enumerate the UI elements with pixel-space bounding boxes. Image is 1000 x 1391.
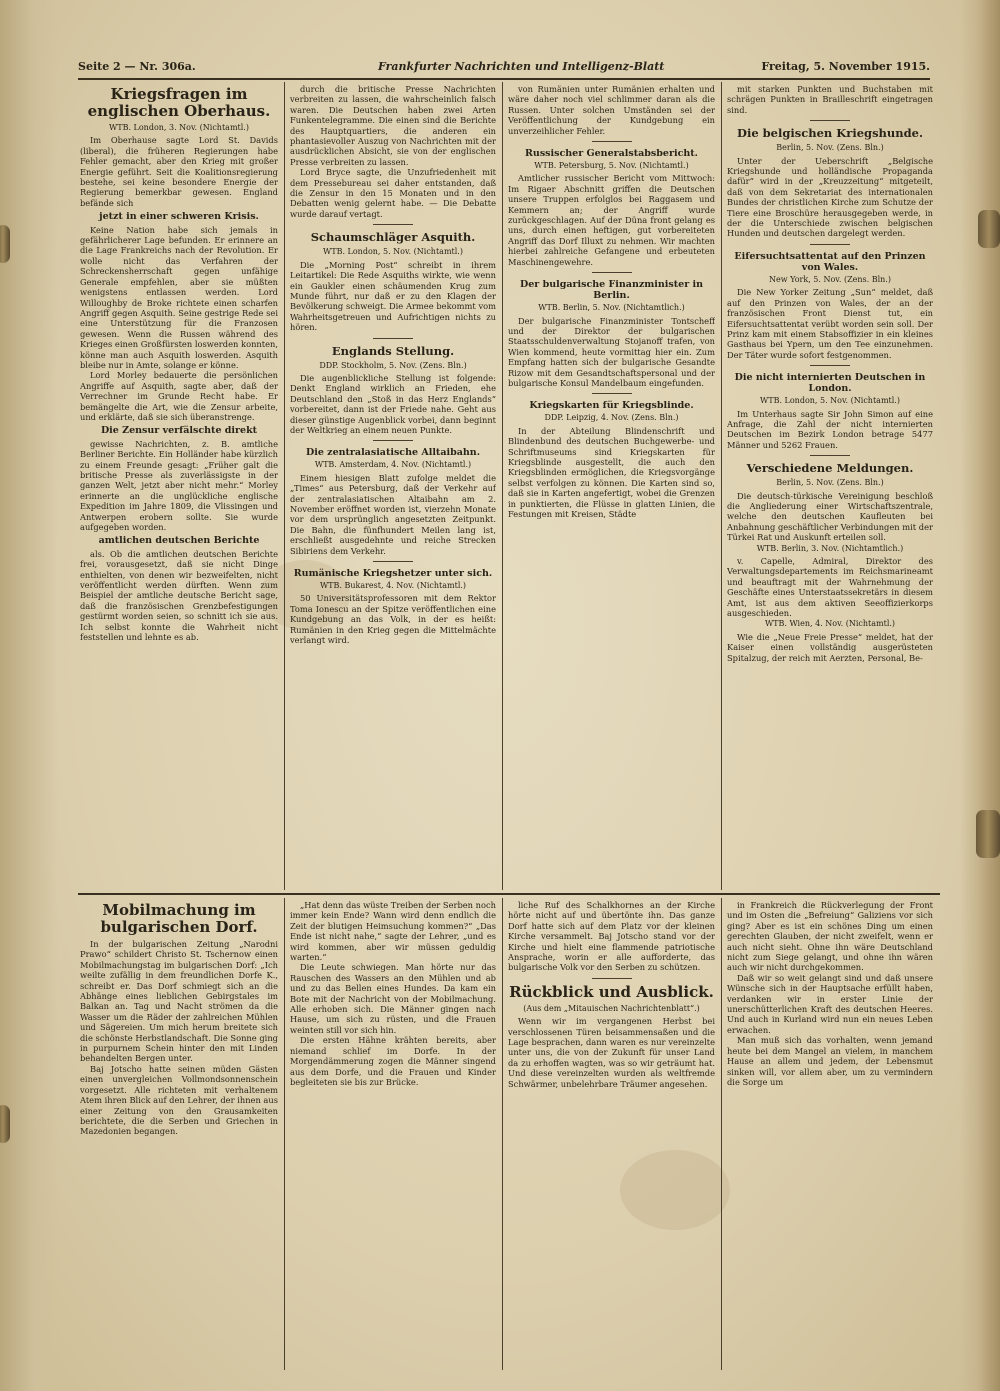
header-date: Freitag, 5. November 1915. bbox=[761, 60, 930, 73]
article-title: Mobilmachung im bulgarischen Dorf. bbox=[100, 901, 258, 936]
article-paragraph: 50 Universitätsprofessoren mit dem Rektor Toma Ionescu an der Spitze veröffentlichen eine Kundgebung an das Volk, in der es heißt: Rumänien in den Krieg gegen die Mittelmächte verlangt wird. bbox=[290, 593, 496, 646]
bottom-column-1 bbox=[80, 900, 278, 1368]
article-title: Rumänische Kriegshetzer unter sich. bbox=[293, 568, 493, 580]
article-separator bbox=[373, 440, 413, 441]
article-separator bbox=[810, 244, 850, 245]
dateline: DDP. Leipzig, 4. Nov. (Zens. Bln.) bbox=[544, 413, 679, 423]
article-separator bbox=[810, 455, 850, 456]
article-paragraph: durch die britische Presse Nachrichten verbreiten zu lassen, die wahrscheinlich falsch waren. Die Deutschen haben zwei Arten Funkentelegramme. Die einen sind die Berichte des Hauptquartiers, die anderen ein phantasievoller Auszug von Nachrichten mit der ausdrücklichen Absicht, sie von der englischen Presse verbreiten zu lassen. bbox=[290, 84, 496, 167]
dateline: WTB. Petersburg, 5. Nov. (Nichtamtl.) bbox=[534, 161, 689, 171]
header-masthead: Frankfurter Nachrichten und Intelligenz-Blatt bbox=[378, 60, 665, 73]
article-paragraph: „Hat denn das wüste Treiben der Serben noch immer kein Ende? Wann wird denn endlich die Zeit der blutigen Heimsuchung kommen?“ „Das Ende ist nicht nahe,“ sagte der Lehrer, „und es wird kommen, aber wir müssen geduldig warten.“ bbox=[290, 900, 496, 963]
article-paragraph: Amtlicher russischer Bericht vom Mittwoch: Im Rigaer Abschnitt griffen die Deutschen unsere Truppen erfolglos bei Raggasem und Kemmern an; der Angriff wurde zurückgeschlagen. Auf der Düna front gelang es uns, durch einen heftigen, gut vorbereiteten Angriff das Dorf Illuxt zu nehmen. Wir machten hierbei zahlreiche Gefangene und erbeuteten Maschinengewehre. bbox=[508, 173, 715, 267]
article-separator bbox=[373, 338, 413, 339]
article-title: Kriegskarten für Kriegsblinde. bbox=[529, 400, 694, 412]
article-paragraph: Unter der Ueberschrift „Belgische Kriegshunde und holländische Propaganda dafür“ wird in der „Kreuzzeitung“ mitgeteilt, daß von dem Sekretariat des internationalen Bundes der christlichen Kirche zum Schutze der Tiere eine Broschüre herausgegeben werde, in der die Unterschiede zwischen belgischen Hunden und deutschen dargelegt werden. bbox=[727, 155, 933, 239]
article-separator bbox=[373, 561, 413, 562]
binding-clip bbox=[0, 225, 10, 263]
article-title: Die zentralasiatische Alltaibahn. bbox=[305, 447, 481, 459]
article-paragraph: In der bulgarischen Zeitung „Narodni Prawo“ schildert Christo St. Tschernow einen Mobilmachungstag im bulgarischen Dorf: „Ich weilte zufällig in dem freundlichen Dorfe K., schreibt er. Das Dorf schmiegt sich an die Abhänge eines lieblichen Gebirgstales im Balkan an. Tag und Nacht strömen da die Wasser um die Räder der zahlreichen Mühlen und Sägereien. Um mich herum breitete sich die schönste Herbstlandschaft. Die Sonne ging in purpurnem Schein hinter den mit Linden behandelten Bergen unter. bbox=[80, 939, 278, 1064]
dateline: WTB. London, 5. Nov. (Nichtamtl.) bbox=[760, 396, 900, 406]
article-paragraph: von Rumänien unter Rumänien erhalten und wäre daher noch viel schlimmer daran als die Russen. Unter solchen Umständen sei der Veröffentlichung der Kundgebung ein unverzeihlicher Fehler. bbox=[508, 84, 715, 136]
binding-clip bbox=[976, 810, 1000, 858]
dateline: DDP. Stockholm, 5. Nov. (Zens. Bln.) bbox=[319, 360, 467, 370]
article-title: Der bulgarische Finanzminister in Berlin. bbox=[519, 279, 704, 302]
article-paragraph: Lord Morley bedauerte die persönlichen Angriffe auf Asquith, sagte aber, daß der Verrechner im Grunde Recht habe. Er bemängelte die Art, wie die Zensur arbeite, und erklärte, daß sie sich überanstrenge. bbox=[80, 370, 278, 422]
article-paragraph: mit starken Punkten und Buchstaben mit schrägen Punkten in Brailleschrift eingetragen sind. bbox=[727, 84, 933, 115]
article-paragraph: Die ersten Hähne krähten bereits, aber niemand schlief im Dorfe. In der Morgendämmerung zogen die Männer singend aus dem Dorfe, und die Frauen und Kinder begleiteten sie bis zur Brücke. bbox=[290, 1035, 496, 1087]
article-separator bbox=[810, 365, 850, 366]
article-title: Die belgischen Kriegshunde. bbox=[736, 126, 924, 141]
article-paragraph: Daß wir so weit gelangt sind und daß unsere Wünsche sich in der Hauptsache erfüllt haben, verdanken wir in erster Linie der unerschütterlichen Kraft des deutschen Heeres. Und auch in Kurland wird nun ein neues Leben erwachen. bbox=[727, 972, 933, 1035]
column-3 bbox=[508, 84, 715, 888]
article-paragraph: Lord Bryce sagte, die Unzufriedenheit mit dem Pressebureau sei daher entstanden, daß die Zensur in den 15 Monaten und in den Debatten wenig gelernt habe. — Die Debatte wurde darauf vertagt. bbox=[290, 167, 496, 219]
dateline: WTB. Wien, 4. Nov. (Nichtamtl.) bbox=[764, 619, 896, 629]
page-header bbox=[78, 58, 930, 80]
article-paragraph: Baj Jotscho hatte seinen müden Gästen einen unvergleichen Vollmondsonnenschein vorgesetzt. Alle richteten mit verhaltenem Atem ihren Blick auf den Lehrer, der ihnen aus einer Zeitung von den Grausamkeiten berichtete, die die Serben und Griechen in Mazedonien begangen. bbox=[80, 1063, 278, 1137]
article-title: Rückblick und Ausblick. bbox=[509, 982, 714, 1001]
dateline: New York, 5. Nov. (Zens. Bln.) bbox=[769, 274, 891, 284]
column-1 bbox=[80, 84, 278, 888]
dateline: WTB. Berlin, 3. Nov. (Nichtamtlich.) bbox=[756, 543, 904, 553]
article-paragraph: Einem hiesigen Blatt zufolge meldet die „Times“ aus Petersburg, daß der Verkehr auf der zentralasiatischen Altaibahn am 2. November eröffnet worden ist, vierzehn Monate vor dem ursprünglich angesetzten Zeitpunkt. Die Bahn, die fünfhundert Meilen lang ist, erschließt ausgedehnte und reiche Strecken Sibiriens dem Verkehr. bbox=[290, 472, 496, 556]
article-title: Eifersuchtsattentat auf den Prinzen von Wales. bbox=[734, 250, 926, 273]
bottom-column-2 bbox=[290, 900, 496, 1368]
dateline: WTB. Bukarest, 4. Nov. (Nichtamtl.) bbox=[319, 581, 467, 591]
bottom-column-3 bbox=[508, 900, 715, 1368]
column-4 bbox=[727, 84, 933, 888]
bottom-column-4 bbox=[727, 900, 933, 1368]
article-paragraph: liche Ruf des Schalkhornes an der Kirche hörte nicht auf und übertönte ihn. Das ganze Dorf hatte sich auf dem Platz vor der kleinen Kirche versammelt. Baj Jotscho stand vor der Kirche und hielt eine flammende patriotische Ansprache, worin er alle aufforderte, das bulgarische Volk vor den Serben zu schützen. bbox=[508, 900, 715, 973]
column-rule bbox=[502, 898, 503, 1370]
subheading: Die Zensur verfälschte direkt bbox=[100, 425, 258, 437]
article-separator bbox=[592, 272, 632, 273]
page-edge-left bbox=[0, 0, 58, 1391]
article-paragraph: Wenn wir im vergangenen Herbst bei verschlossenen Türen beisammensaßen und die Lage besprachen, dann waren es nur vereinzelte unter uns, die von der Zukunft für unser Land da zu erhoffen wagten, was so wir geträumt hat. Und diese vereinzelten wurden als weltfremde Schwärmer, unbelehrbare Träumer angesehen. bbox=[508, 1016, 715, 1089]
binding-clip bbox=[0, 1105, 10, 1143]
column-rule bbox=[284, 82, 285, 890]
article-separator bbox=[373, 224, 413, 225]
subheading: amtlichen deutschen Berichte bbox=[98, 535, 260, 547]
article-title: Kriegsfragen im englischen Oberhaus. bbox=[87, 85, 271, 120]
article-paragraph: v. Capelle, Admiral, Direktor des Verwaltungsdepartements im Reichsmarineamt und beauftragt mit der Wahrnehmung der Geschäfte eines Unterstaatssekretärs in diesem Amt, ist aus dem aktiven Seeoffizierkorps ausgeschieden. bbox=[727, 556, 933, 619]
subheading: jetzt in einer schweren Krisis. bbox=[99, 211, 259, 223]
article-paragraph: Man muß sich das vorhalten, wenn jemand heute bei dem Mangel an vielem, in manchem Hause an allem und jedem, der Lebensmut sinken will, vor allem aber, um zu vermindern die Sorge um bbox=[727, 1035, 933, 1087]
article-separator bbox=[592, 141, 632, 142]
article-separator bbox=[592, 978, 632, 979]
column-2 bbox=[290, 84, 496, 888]
article-paragraph: In der Abteilung Blindenschrift und Blindenbund des deutschen Buchgewerbe- und Schriftmuseums sind Kriegskarten für Kriegsblinde ausgestellt, die auch den Kriegsblinden ermöglichen, die Kriegsvorgänge selbst verfolgen zu können. Die Karten sind so, daß sie in Karten angefertigt, wobei die Grenzen in punktierten, die Flüsse in glatten Linien, die Festungen mit Kreisen, Städte bbox=[508, 425, 715, 519]
article-paragraph: Die New Yorker Zeitung „Sun“ meldet, daß auf den Prinzen von Wales, der an der französischen Front Dienst tut, ein Eifersuchtsattentat verübt worden sein soll. Der Prinz kam mit einem Stabsoffizier in ein kleines Gasthaus bei Ypern, um den Tee einzunehmen. Der Täter wurde sofort festgenommen. bbox=[727, 287, 933, 360]
article-paragraph: Keine Nation habe sich jemals in gefährlicherer Lage befunden. Er erinnere an die Lage Frankreichs nach der Revolution. Er wolle nicht das Verfahren der Schreckensherrschaft gegen unfähige Generale empfehlen, aber sie müßten wenigstens entlassen werden. Lord Willoughby de Broke richtete einen scharfen Angriff gegen Asquith. Seine gestrige Rede sei eine Unterstützung für die Franzosen gewesen. Wenn die Russen während des Krieges einen Großfürsten loswerden konnten, könne man auch Asquith loswerden. Asquith bleibe nur in Amte, solange er könne. bbox=[80, 224, 278, 370]
article-paragraph: in Frankreich die Rückverlegung der Front und im Osten die „Befreiung“ Galiziens vor sich ging? Aber es ist ein schönes Ding um einen gerechten Glauben, der nicht zweifelt, wenn er auch nicht sieht. Ohne ihn wäre Deutschland nicht zum Siege gelangt, und ohne ihn wären auch wir nicht durchgekommen. bbox=[727, 900, 933, 973]
article-paragraph: gewisse Nachrichten, z. B. amtliche Berliner Berichte. Ein Holländer habe kürzlich zu einem Freunde gesagt: „Früher galt die britische Presse als zuverlässigste in der ganzen Welt, jetzt aber nicht mehr.“ Morley erinnerte an die unglückliche englische Expedition im Jahre 1809, die Vlissingen und Antwerpen erobern sollte. Sie wurde aufgegeben worden. bbox=[80, 438, 278, 533]
article-paragraph: als. Ob die amtlichen deutschen Berichte frei, vorausgesetzt, daß sie nicht Dinge enthielten, von denen wir bezweifelten, nicht veröffentlicht werden dürften. Wenn zum Beispiel der amtliche deutsche Bericht sage, daß die französischen Grenzbefestigungen gestürmt worden seien, so schnitt ich sie aus. Ich selbst konnte die Wahrheit nicht feststellen und lehnte es ab. bbox=[80, 548, 278, 643]
binding-clip bbox=[978, 210, 1000, 248]
article-paragraph: Die „Morning Post“ schreibt in ihrem Leitartikel: Die Rede Asquiths wirkte, wie wenn ein Gaukler einen schäumenden Krug zum Munde führt, nur daß er zu den Klagen der Bevölkerung schweigt. Die Armee bekommt vom Wahrheitsgetreuen und Aufrichtigen nichts zu hören. bbox=[290, 259, 496, 333]
article-separator bbox=[810, 120, 850, 121]
article-title: Russischer Generalstabsbericht. bbox=[525, 148, 698, 160]
dateline: WTB. London, 3. Nov. (Nichtamtl.) bbox=[109, 123, 249, 132]
article-paragraph: Die deutsch-türkische Vereinigung beschloß die Angliederung einer Wirtschaftszentrale, welche den deutschen Kaufleuten bei Anbahnung geschäftlicher Verbindungen mit der Türkei Rat und Auskunft erteilen soll. bbox=[727, 490, 933, 543]
article-title: Englands Stellung. bbox=[331, 343, 455, 358]
dateline: Berlin, 5. Nov. (Zens. Bln.) bbox=[776, 143, 884, 153]
section-rule bbox=[78, 893, 940, 895]
dateline: WTB. Berlin, 5. Nov. (Nichtamtlich.) bbox=[538, 303, 685, 313]
article-paragraph: Die Leute schwiegen. Man hörte nur das Rauschen des Wassers an den Mühlen und ab und zu das Bellen eines Hundes. Da kam ein Bote mit der Nachricht von der Mobilmachung. Alle erhoben sich. Die Männer gingen nach Hause, um sich zu rüsten, und die Frauen weinten still vor sich hin. bbox=[290, 962, 496, 1035]
dateline: Berlin, 5. Nov. (Zens. Bln.) bbox=[776, 478, 884, 488]
dateline: WTB. Amsterdam, 4. Nov. (Nichtamtl.) bbox=[314, 460, 472, 470]
column-rule bbox=[721, 898, 722, 1370]
article-title: Die nicht internierten Deutschen in London. bbox=[734, 372, 926, 395]
column-rule bbox=[721, 82, 722, 890]
article-paragraph: Die augenblickliche Stellung ist folgende: Denkt England wirklich an Frieden, ehe Deutschland den „Stoß in das Herz Englands“ vorbereitet, dann ist der Friede nahe. Geht aus dieser günstige Augenblick vorbei, dann beginnt der Weltkrieg an einem neuen Punkte. bbox=[290, 372, 496, 435]
header-page-number: Seite 2 — Nr. 306a. bbox=[78, 60, 196, 73]
column-rule bbox=[502, 82, 503, 890]
dateline: WTB. London, 5. Nov. (Nichtamtl.) bbox=[323, 247, 463, 257]
article-paragraph: Wie die „Neue Freie Presse“ meldet, hat der Kaiser einen vollständig ausgerüsteten Spitalzug, der reich mit Aerzten, Personal, Be- bbox=[727, 631, 933, 663]
page-edge-right bbox=[960, 0, 1000, 1391]
article-title: Verschiedene Meldungen. bbox=[746, 461, 914, 476]
column-rule bbox=[284, 898, 285, 1370]
dateline: (Aus dem „Mitauischen Nachrichtenblatt“.) bbox=[523, 1003, 700, 1013]
article-paragraph: Im Oberhause sagte Lord St. Davids (liberal), die früheren Regierungen habe Fehler gemacht, aber den Krieg mit großer Energie geführt. Seit die Koalitionsregierung bestehe, sei keine besondere Energie der Regierung bemerkbar gewesen. England befände sich bbox=[80, 135, 278, 208]
article-paragraph: Der bulgarische Finanzminister Tontscheff und der Direktor der bulgarischen Staatsschuldenverwaltung Stojanoff trafen, von Wien kommend, heute vormittag hier ein. Zum Empfang hatten sich der bulgarische Gesandte Rizow mit dem Gesandtschaftspersonal und der bulgarische Konsul Mandelbaum eingefunden. bbox=[508, 315, 715, 388]
article-title: Schaumschläger Asquith. bbox=[310, 230, 476, 245]
article-separator bbox=[592, 393, 632, 394]
article-paragraph: Im Unterhaus sagte Sir John Simon auf eine Anfrage, die Zahl der nicht internierten Deutschen im Bezirk London betrage 5477 Männer und 5262 Frauen. bbox=[727, 408, 933, 450]
